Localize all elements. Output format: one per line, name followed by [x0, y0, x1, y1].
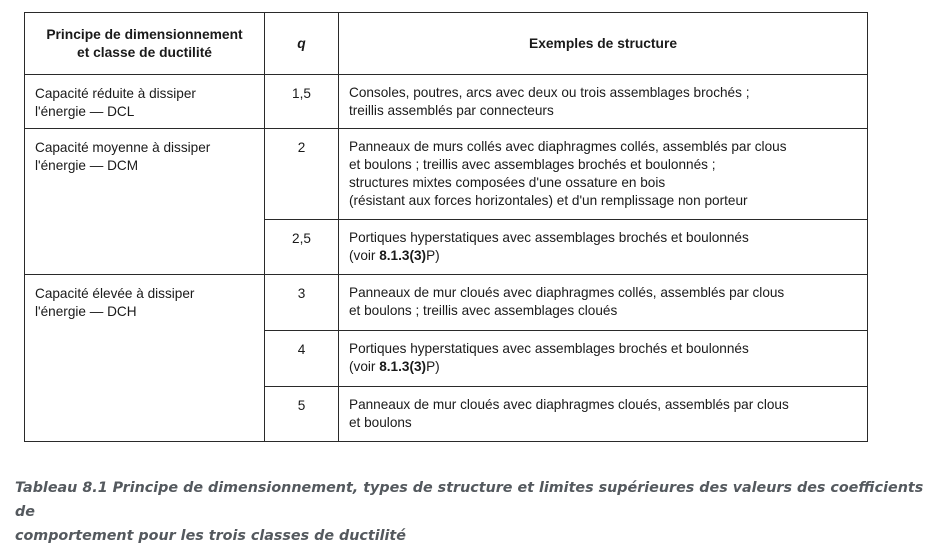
class-cell-dch: [25, 275, 265, 442]
example-line: Portiques hyperstatiques avec assemblages brochés et boulonnés: [349, 341, 749, 356]
q-cell: 4: [265, 331, 339, 387]
ductility-table-container: [24, 12, 867, 442]
example-line: Panneaux de mur cloués avec diaphragmes cloués, assemblés par clous: [349, 397, 789, 412]
example-line: Panneaux de murs collés avec diaphragmes collés, assemblés par clous: [349, 139, 787, 154]
class-dcm-line2: l'énergie — DCM: [35, 158, 139, 173]
class-dch-line1: Capacité élevée à dissiper: [35, 286, 195, 301]
table-caption: [15, 476, 935, 548]
example-line: (résistant aux forces horizontales) et d'un remplissage non porteur: [349, 193, 748, 208]
example-ref-line: [349, 247, 857, 265]
header-principle-line1: Principe de dimensionnement: [46, 26, 243, 42]
table-header-row: [25, 13, 868, 75]
class-cell-dcm: [25, 129, 265, 275]
ref-prefix: (voir: [349, 248, 380, 263]
example-line: treillis assemblés par connecteurs: [349, 103, 554, 118]
header-q: q: [265, 13, 339, 75]
caption-line2: comportement pour les trois classes de ductilité: [15, 528, 406, 544]
class-dcm-line1: Capacité moyenne à dissiper: [35, 140, 211, 155]
class-dch-line2: l'énergie — DCH: [35, 304, 137, 319]
class-dcl-line1: Capacité réduite à dissiper: [35, 86, 196, 101]
header-principle-line2: et classe de ductilité: [77, 44, 212, 60]
table-row-dcl: [25, 75, 868, 129]
table-row-dch-a: [25, 275, 868, 331]
example-line: structures mixtes composées d'une ossature en bois: [349, 175, 666, 190]
example-line: Consoles, poutres, arcs avec deux ou trois assemblages brochés ;: [349, 85, 750, 100]
q-cell: 2,5: [265, 220, 339, 275]
example-line: Panneaux de mur cloués avec diaphragmes collés, assemblés par clous: [349, 285, 785, 300]
q-cell: 5: [265, 387, 339, 442]
example-line: et boulons ; treillis avec assemblages cloués: [349, 303, 618, 318]
class-dcl-line2: l'énergie — DCL: [35, 104, 135, 119]
example-line: et boulons: [349, 415, 412, 430]
q-cell: 2: [265, 129, 339, 220]
example-cell: [339, 387, 868, 442]
clause-reference: 8.1.3(3): [379, 248, 427, 263]
ref-suffix: P): [426, 359, 440, 374]
ductility-table: [24, 12, 868, 442]
clause-reference: 8.1.3(3): [379, 359, 427, 374]
example-cell: [339, 331, 868, 387]
example-cell: [339, 129, 868, 220]
example-cell: [339, 275, 868, 331]
example-line: et boulons ; treillis avec assemblages brochés et boulonnés ;: [349, 157, 716, 172]
example-ref-line: [349, 358, 857, 376]
example-line: Portiques hyperstatiques avec assemblages brochés et boulonnés: [349, 230, 749, 245]
caption-line1: Tableau 8.1 Principe de dimensionnement, types de structure et limites supérieures des valeurs des coefficients de: [15, 480, 924, 520]
ref-suffix: P): [426, 248, 440, 263]
q-cell: 1,5: [265, 75, 339, 129]
header-principle: [25, 13, 265, 75]
example-cell: [339, 75, 868, 129]
example-cell: [339, 220, 868, 275]
q-cell: 3: [265, 275, 339, 331]
table-row-dcm-a: [25, 129, 868, 220]
header-examples: Exemples de structure: [339, 13, 868, 75]
class-cell-dcl: [25, 75, 265, 129]
ref-prefix: (voir: [349, 359, 380, 374]
